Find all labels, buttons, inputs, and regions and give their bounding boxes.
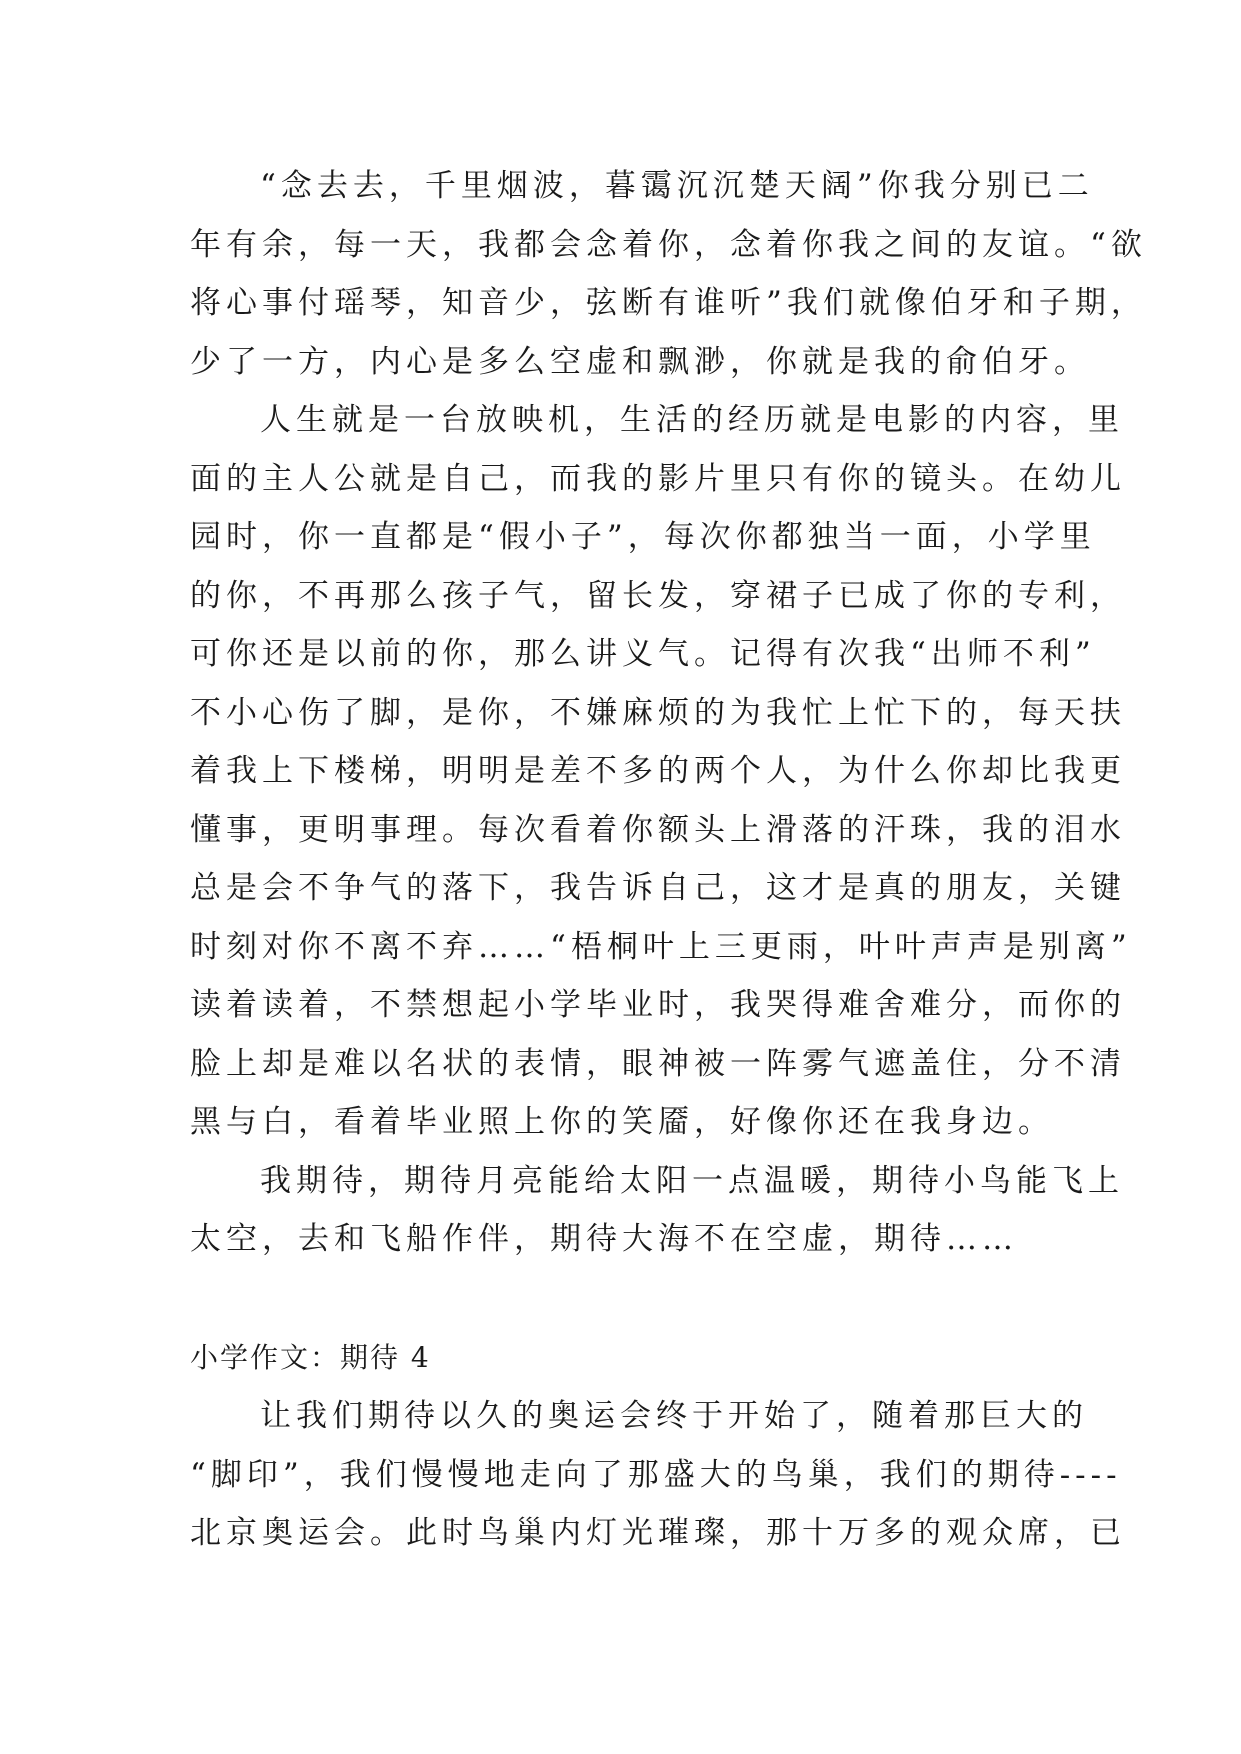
section-paragraph [190,1387,1126,1563]
text-line: 我期待，期待月亮能给太阳一点温暖，期待小鸟能飞上 [260,1162,1124,1199]
text-line: 的你，不再那么孩子气，留长发，穿裙子已成了你的专利， [190,577,1126,614]
text-line: 懂事，更明事理。每次看着你额头上滑落的汗珠，我的泪水 [190,811,1126,848]
text-line: 着我上下楼梯，明明是差不多的两个人，为什么你却比我更 [190,753,1126,789]
text-line: 读着读着，不禁想起小学毕业时，我哭得难舍难分，而你的 [190,987,1126,1023]
text-line: 将心事付瑶琴，知音少，弦断有谁听”我们就像伯牙和子期， [190,285,1147,321]
text-line: 少了一方，内心是多么空虚和飘渺，你就是我的俞伯牙。 [190,343,1090,380]
document-body [190,157,1147,1563]
paragraph-1 [190,157,1147,391]
paragraph-3 [190,1152,1124,1269]
text-line: 园时，你一直都是“假小子”，每次你都独当一面，小学里 [190,519,1096,555]
paragraph-2 [190,391,1132,1152]
text-line: 让我们期待以久的奥运会终于开始了，随着那巨大的 [260,1398,1088,1434]
section-gap [190,1269,1060,1329]
text-line: 黑与白，看着毕业照上你的笑靥，好像你还在我身边。 [190,1104,1054,1140]
section-heading: 小学作文：期待 4 [190,1340,431,1374]
text-line: “脚印”，我们慢慢地走向了那盛大的鸟巢，我们的期待---- [190,1456,1122,1493]
text-line: “念去去，千里烟波，暮霭沉沉楚天阔”你我分别已二 [260,168,1094,204]
text-line: 北京奥运会。此时鸟巢内灯光璀璨，那十万多的观众席，已 [190,1515,1126,1551]
text-line: 不小心伤了脚，是你，不嫌麻烦的为我忙上忙下的，每天扶 [190,694,1126,731]
text-line: 总是会不争气的落下，我告诉自己，这才是真的朋友，关键 [190,870,1126,906]
text-line: 太空，去和飞船作伴，期待大海不在空虚，期待…… [190,1221,1018,1257]
text-line: 时刻对你不离不弃……“梧桐叶上三更雨，叶叶声声是别离” [190,928,1132,965]
text-line: 可你还是以前的你，那么讲义气。记得有次我“出师不利” [190,636,1096,672]
text-line: 人生就是一台放映机，生活的经历就是电影的内容，里 [260,402,1124,438]
text-line: 面的主人公就是自己，而我的影片里只有你的镜头。在幼儿 [190,460,1126,497]
text-line: 年有余，每一天，我都会念着你，念着你我之间的友谊。“欲 [190,226,1147,263]
text-line: 脸上却是难以名状的表情，眼神被一阵雾气遮盖住，分不清 [190,1045,1126,1082]
